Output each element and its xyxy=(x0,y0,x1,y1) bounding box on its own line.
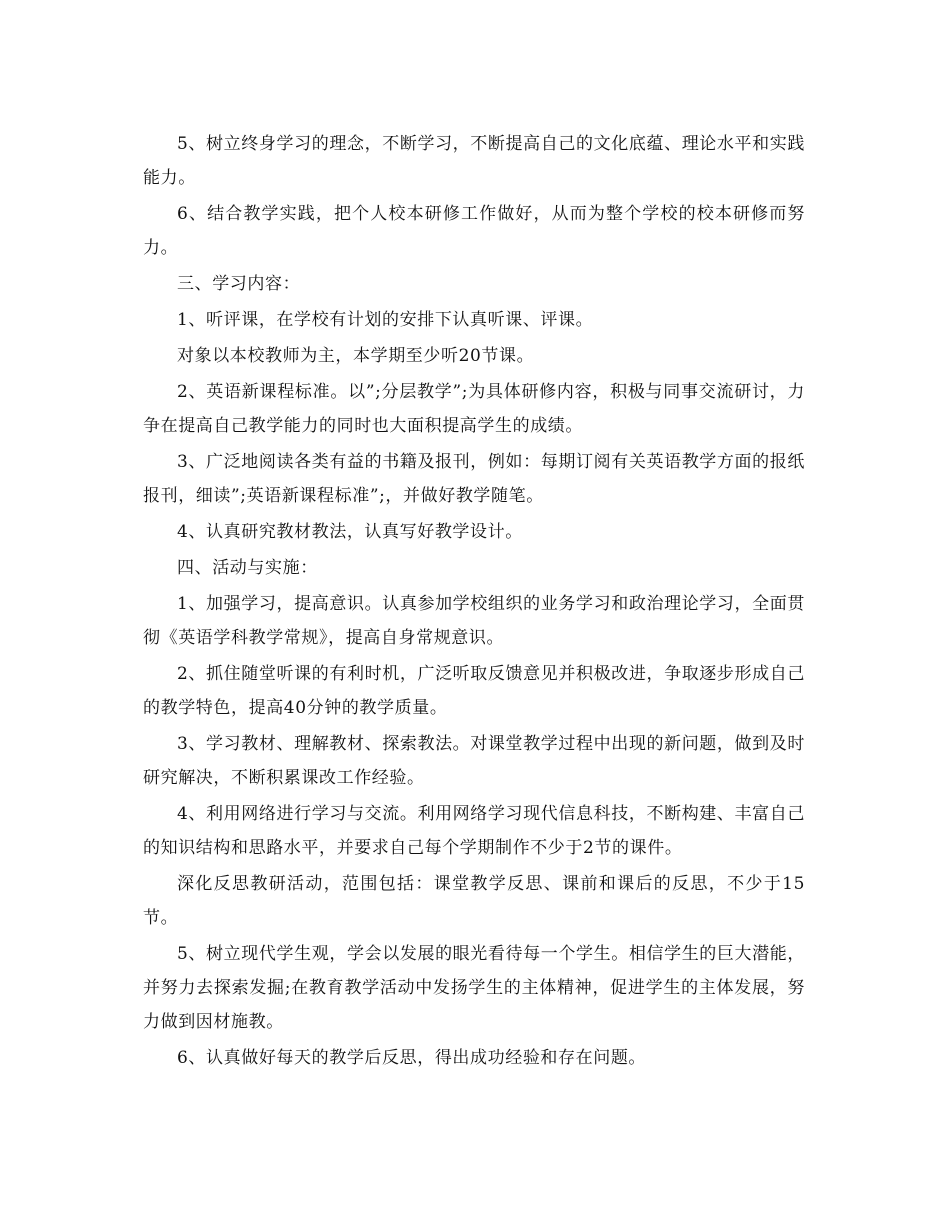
paragraph-item-3-reading: 3、广泛地阅读各类有益的书籍及报刊，例如：每期订阅有关英语教学方面的报纸报刊，细读”;英语新课程标准”;，并做好教学随笔。 xyxy=(143,452,805,506)
paragraph-item-6-school-research: 6、结合教学实践，把个人校本研修工作做好，从而为整个学校的校本研修而努力。 xyxy=(143,204,805,258)
paragraph-activity-6-daily-reflection: 6、认真做好每天的教学后反思，得出成功经验和存在问题。 xyxy=(177,1048,647,1068)
paragraph-activity-3-textbook: 3、学习教材、理解教材、探索教法。对课堂教学过程中出现的新问题，做到及时研究解决，不断积累课改工作经验。 xyxy=(143,734,805,788)
paragraph-activity-1-learning: 1、加强学习，提高意识。认真参加学校组织的业务学习和政治理论学习，全面贯彻《英语学科教学常规》，提高自身常规意识。 xyxy=(143,594,805,648)
paragraph-activity-2-lesson-feedback: 2、抓住随堂听课的有利时机，广泛听取反馈意见并积极改进，争取逐步形成自己的教学特色，提高40分钟的教学质量。 xyxy=(143,664,805,718)
paragraph-reflection-activities: 深化反思教研活动，范围包括：课堂教学反思、课前和课后的反思，不少于15节。 xyxy=(143,874,805,928)
paragraph-item-2-curriculum-standard: 2、英语新课程标准。以”;分层教学”;为具体研修内容，积极与同事交流研讨，力争在提高自己教学能力的同时也大面积提高学生的成绩。 xyxy=(143,382,805,436)
paragraph-activity-4-network: 4、利用网络进行学习与交流。利用网络学习现代信息科技，不断构建、丰富自己的知识结构和思路水平，并要求自己每个学期制作不少于2节的课件。 xyxy=(143,804,805,858)
section-heading-study-content: 三、学习内容： xyxy=(177,274,301,294)
paragraph-item-4-teaching-design: 4、认真研究教材教法，认真写好教学设计。 xyxy=(177,522,523,542)
paragraph-activity-5-student-view: 5、树立现代学生观，学会以发展的眼光看待每一个学生。相信学生的巨大潜能，并努力去探索发掘;在教育教学活动中发扬学生的主体精神，促进学生的主体发展，努力做到因材施教。 xyxy=(143,944,805,1032)
paragraph-item-5-lifelong-learning: 5、树立终身学习的理念，不断学习，不断提高自己的文化底蕴、理论水平和实践能力。 xyxy=(143,134,805,188)
paragraph-item-1-lesson-observation: 1、听评课，在学校有计划的安排下认真听课、评课。 xyxy=(177,310,594,330)
document-body xyxy=(143,127,805,1077)
section-heading-activities: 四、活动与实施： xyxy=(177,558,318,578)
paragraph-observation-target: 对象以本校教师为主，本学期至少听20节课。 xyxy=(177,346,535,366)
